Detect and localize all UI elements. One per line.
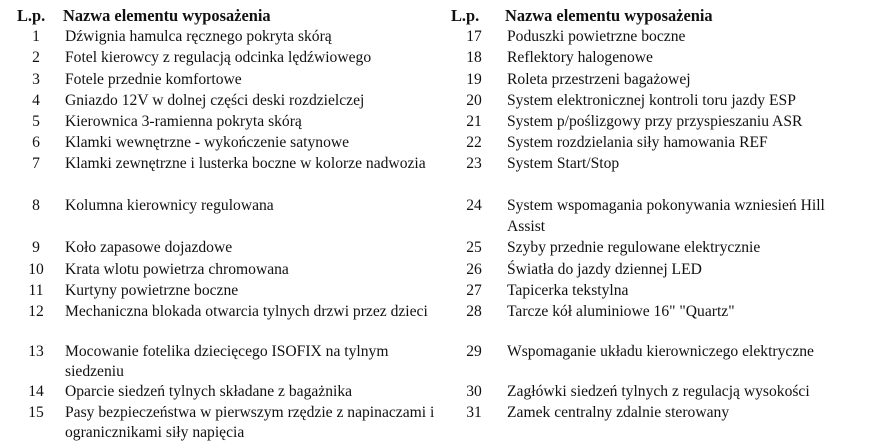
row-item-name: Oparcie siedzeń tylnych składane z bagażnika (65, 382, 353, 400)
row-item-name: Klamki zewnętrzne i lusterka boczne w kolorze nadwozia (65, 155, 426, 173)
table-row (17, 70, 437, 91)
row-item-name: Koło zapasowe dojazdowe (65, 239, 233, 257)
table-row (451, 342, 861, 382)
row-number: 20 (466, 91, 482, 109)
table-header-left (17, 6, 437, 27)
table-row (451, 238, 861, 259)
table-row (451, 196, 861, 238)
column-header-number: L.p. (451, 6, 480, 25)
equipment-column-left (17, 6, 437, 445)
row-number: 1 (32, 28, 40, 46)
row-number: 25 (466, 239, 482, 257)
row-number: 27 (466, 281, 482, 299)
table-row (17, 48, 437, 69)
row-item-name: Szyby przednie regulowane elektrycznie (507, 239, 761, 257)
column-header-name: Nazwa elementu wyposażenia (505, 6, 713, 25)
table-row (17, 281, 437, 302)
row-number: 2 (32, 49, 40, 67)
row-item-name: Wspomaganie układu kierowniczego elektryczne (507, 342, 814, 360)
table-row (17, 196, 437, 238)
row-number: 15 (28, 404, 44, 422)
row-item-name: Kierownica 3-ramienna pokryta skórą (65, 112, 302, 130)
row-item-name: Poduszki powietrzne boczne (507, 28, 686, 46)
table-row (451, 281, 861, 302)
row-item-name: Klamki wewnętrzne - wykończenie satynowe (65, 134, 350, 152)
table-header-right (451, 6, 861, 27)
table-row (17, 342, 437, 382)
row-item-name: Reflektory halogenowe (507, 49, 653, 67)
table-row (451, 133, 861, 154)
table-row (451, 48, 861, 69)
row-number: 5 (32, 112, 40, 130)
table-row (451, 260, 861, 281)
table-row (451, 302, 861, 342)
row-number: 31 (466, 404, 482, 422)
column-header-number: L.p. (17, 6, 46, 25)
row-number: 22 (466, 134, 482, 152)
table-row (451, 112, 861, 133)
row-item-name: System Start/Stop (507, 155, 620, 173)
row-item-name: System rozdzielania siły hamowania REF (507, 134, 768, 152)
row-item-name: Fotele przednie komfortowe (65, 70, 242, 88)
table-row (17, 154, 437, 196)
row-item-name: Zamek centralny zdalnie sterowany (507, 404, 730, 422)
table-row (17, 238, 437, 259)
table-row (17, 133, 437, 154)
row-item-name: Krata wlotu powietrza chromowana (65, 260, 289, 278)
row-number: 6 (32, 134, 40, 152)
table-row (17, 112, 437, 133)
row-item-name: Fotel kierowcy z regulacją odcinka lędźwiowego (65, 49, 372, 67)
row-number: 18 (466, 49, 482, 67)
table-row (451, 403, 861, 424)
table-row (451, 27, 861, 48)
row-item-name: System elektronicznej kontroli toru jazdy ESP (507, 91, 796, 109)
row-number: 10 (28, 260, 44, 278)
row-number: 30 (466, 382, 482, 400)
row-item-name: Kolumna kierownicy regulowana (65, 197, 274, 215)
row-number: 24 (466, 197, 482, 215)
row-number: 8 (32, 197, 40, 215)
table-row (17, 302, 437, 342)
column-header-name: Nazwa elementu wyposażenia (63, 6, 271, 25)
row-number: 29 (466, 342, 482, 360)
row-number: 28 (466, 302, 482, 320)
table-row (451, 91, 861, 112)
row-number: 17 (466, 28, 482, 46)
row-item-name: Dźwignia hamulca ręcznego pokryta skórą (65, 28, 332, 46)
row-number: 9 (32, 239, 40, 257)
row-item-name: System p/poślizgowy przy przyspieszaniu ASR (507, 112, 803, 130)
row-number: 13 (28, 342, 44, 360)
row-item-name: Pasy bezpieczeństwa w pierwszym rzędzie z napinaczami i ogranicznikami siły napięcia (65, 404, 435, 442)
row-number: 26 (466, 260, 482, 278)
row-number: 11 (28, 281, 44, 299)
table-row (17, 403, 437, 445)
table-row (17, 260, 437, 281)
row-number: 3 (32, 70, 40, 88)
row-item-name: Światła do jazdy dziennej LED (507, 260, 702, 278)
row-item-name: Tarcze kół aluminiowe 16" "Quartz" (507, 302, 735, 320)
row-number: 4 (32, 91, 40, 109)
table-row (17, 382, 437, 403)
row-number: 7 (32, 155, 40, 173)
row-number: 14 (28, 382, 44, 400)
row-item-name: Zagłówki siedzeń tylnych z regulacją wysokości (507, 382, 810, 400)
table-row (17, 91, 437, 112)
row-number: 23 (466, 155, 482, 173)
row-item-name: Mechaniczna blokada otwarcia tylnych drzwi przez dzieci (65, 302, 428, 320)
table-row (17, 27, 437, 48)
row-number: 12 (28, 302, 44, 320)
row-number: 19 (466, 70, 482, 88)
row-item-name: Kurtyny powietrzne boczne (65, 281, 239, 299)
row-item-name: Roleta przestrzeni bagażowej (507, 70, 691, 88)
row-item-name: Tapicerka tekstylna (507, 281, 629, 299)
row-item-name: Gniazdo 12V w dolnej części deski rozdzielczej (65, 91, 365, 109)
row-item-name: System wspomagania pokonywania wzniesień Hill Assist (507, 197, 825, 235)
equipment-column-right (451, 6, 861, 424)
table-row (451, 70, 861, 91)
table-row (451, 382, 861, 403)
row-number: 21 (466, 112, 482, 130)
table-row (451, 154, 861, 196)
row-item-name: Mocowanie fotelika dziecięcego ISOFIX na tylnym siedzeniu (65, 342, 389, 381)
